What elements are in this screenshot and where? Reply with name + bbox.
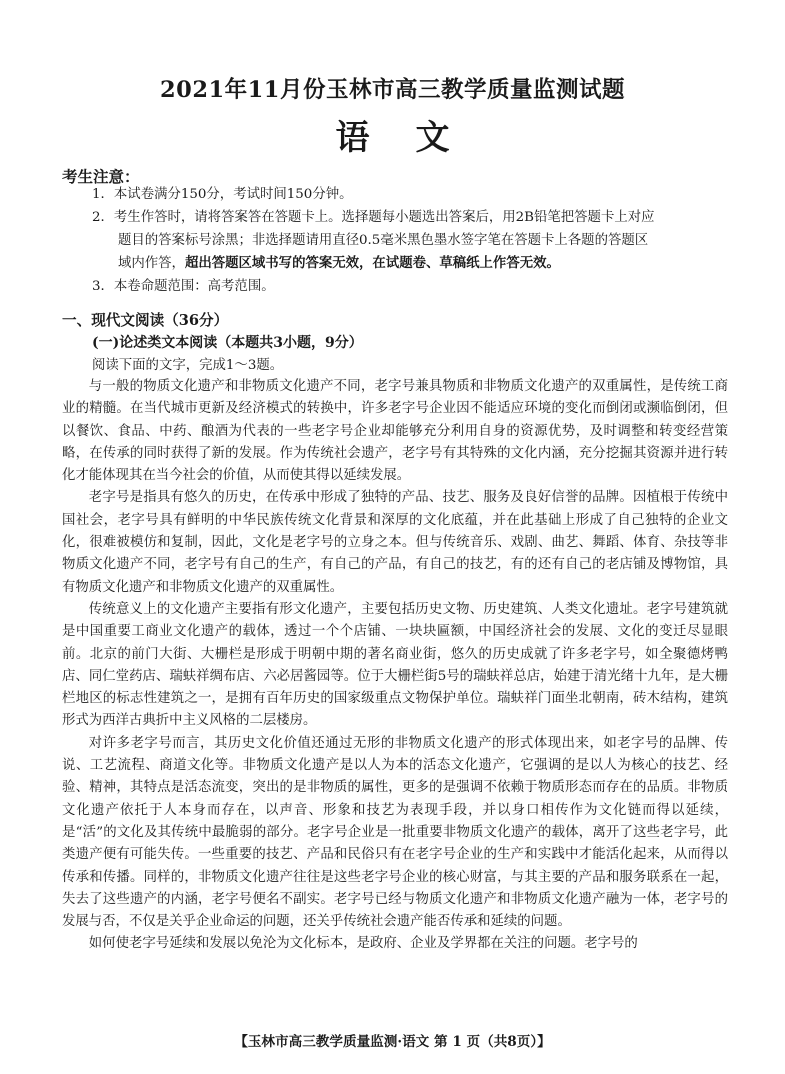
notice-item-1: 1．本试卷满分150分，考试时间150分钟。 [92,187,353,202]
passage-paragraph-5: 如何使老字号延续和发展以免沦为文化标本，是政府、企业及学界都在关注的问题。老字号的 [88,936,638,952]
page-footer: 【玉林市高三教学质量监测·语文 第 1 页（共8页）】 [234,1034,551,1050]
section-heading: 一、现代文阅读（36分） [62,312,229,329]
passage-paragraph-1: 与一般的物质文化遗产和非物质文化遗产不同，老字号兼具物质和非物质文化遗产的双重属性，是传统工商业的精髓。在当代城市更新及经济模式的转换中，许多老字号企业因不能适应环境的变化而倒闭或濒临倒闭，但以餐饮、食品、中药、酿酒为代表的一些老字号企业却能够充分利用自身的资源优势，及时调整和转变经营策略，在传承的同时获得了新的发展。作为传统社会遗产，老字号有其特殊的文化内涵，充分挖掘其资源并进行转化才能体现其在当今社会的价值，从而使其得以延续发展。 [62,379,728,484]
reading-instruction: 阅读下面的文字，完成1～3题。 [92,358,284,373]
passage-paragraph-4: 对许多老字号而言，其历史文化价值还通过无形的非物质文化遗产的形式体现出来，如老字号的品牌、传说、工艺流程、商道文化等。非物质文化遗产是以人为本的活态文化遗产，它强调的是以人为核心的技艺、经验、精神，其特点是活态流变，突出的是非物质的属性，更多的是强调不依赖于物质形态而存在的品质。非物质文化遗产依托于人本身而存在，以声音、形象和技艺为表现手段，并以身口相传作为文化链而得以延续，是“活”的文化及其传统中最脆弱的部分。老字号企业是一批重要非物质文化遗产的载体，离开了这些老字号，此类遗产便有可能失传。一些重要的技艺、产品和民俗只有在老字号企业的生产和实践中才能活化起来，从而得以传承和传播。同样的，非物质文化遗产往往是这些老字号企业的核心财富，与其主要的产品和服务联系在一起，失去了这些遗产的内涵，老字号便名不副实。老字号已经与物质文化遗产和非物质文化遗产融为一体，老字号的发展与否，不仅是关乎企业命运的问题，还关乎传统社会遗产能否传承和延续的问题。 [62,735,728,930]
passage-paragraph-3: 传统意义上的文化遗产主要指有形文化遗产，主要包括历史文物、历史建筑、人类文化遗址。老字号建筑就是中国重要工商业文化遗产的载体，透过一个个店铺、一块块匾额，中国经济社会的发展、文化的变迁尽显眼前。北京的前门大街、大栅栏是形成于明朝中期的著名商业街，悠久的历史成就了许多老字号，如全聚德烤鸭店、同仁堂药店、瑞蚨祥绸布店、六必居酱园等。位于大栅栏街5号的瑞蚨祥总店，始建于清光绪十九年，是大栅栏地区的标志性建筑之一，是拥有百年历史的国家级重点文物保护单位。瑞蚨祥门面坐北朝南，砖木结构，建筑形式为西洋古典折中主义风格的二层楼房。 [62,601,728,729]
notice-item-2-warning: 超出答题区域书写的答案无效，在试题卷、草稿纸上作答无效。 [184,256,560,271]
subsection-heading: (一)论述类文本阅读（本题共3小题，9分） [92,335,363,351]
reading-passage [62,376,728,956]
notice-item-2-line-2: 题目的答案标号涂黑；非选择题请用直径0.5毫米黑色墨水签字笔在答题卡上各题的答题区 [118,233,649,248]
notice-item-3: 3．本卷命题范围：高考范围。 [92,279,275,294]
subject-char-2: 文 [415,118,450,158]
notice-heading: 考生注意： [62,167,140,186]
exam-title: 2021年11月份玉林市高三教学质量监测试题 [160,77,625,103]
subject-title [0,110,785,159]
passage-paragraph-2: 老字号是指具有悠久的历史，在传承中形成了独特的产品、技艺、服务及良好信誉的品牌。因植根于传统中国社会，老字号具有鲜明的中华民族传统文化背景和深厚的文化底蕴，并在此基础上形成了自己独特的企业文化，很难被模仿和复制，因此，文化是老字号的立身之本。但与传统音乐、戏剧、曲艺、舞蹈、体育、杂技等非物质文化遗产不同，老字号有自己的生产，有自己的产品，有自己的技艺，有的还有自己的老店铺及博物馆，具有物质文化遗产和非物质文化遗产的双重属性。 [62,490,728,595]
notice-item-2-line-3 [118,253,758,276]
notice-item-2-line-1: 2．考生作答时，请将答案答在答题卡上。选择题每小题选出答案后，用2B铅笔把答题卡上对应 [92,210,655,225]
notice-item-2-plain: 域内作答， [118,256,185,271]
subject-char-1: 语 [335,118,370,158]
